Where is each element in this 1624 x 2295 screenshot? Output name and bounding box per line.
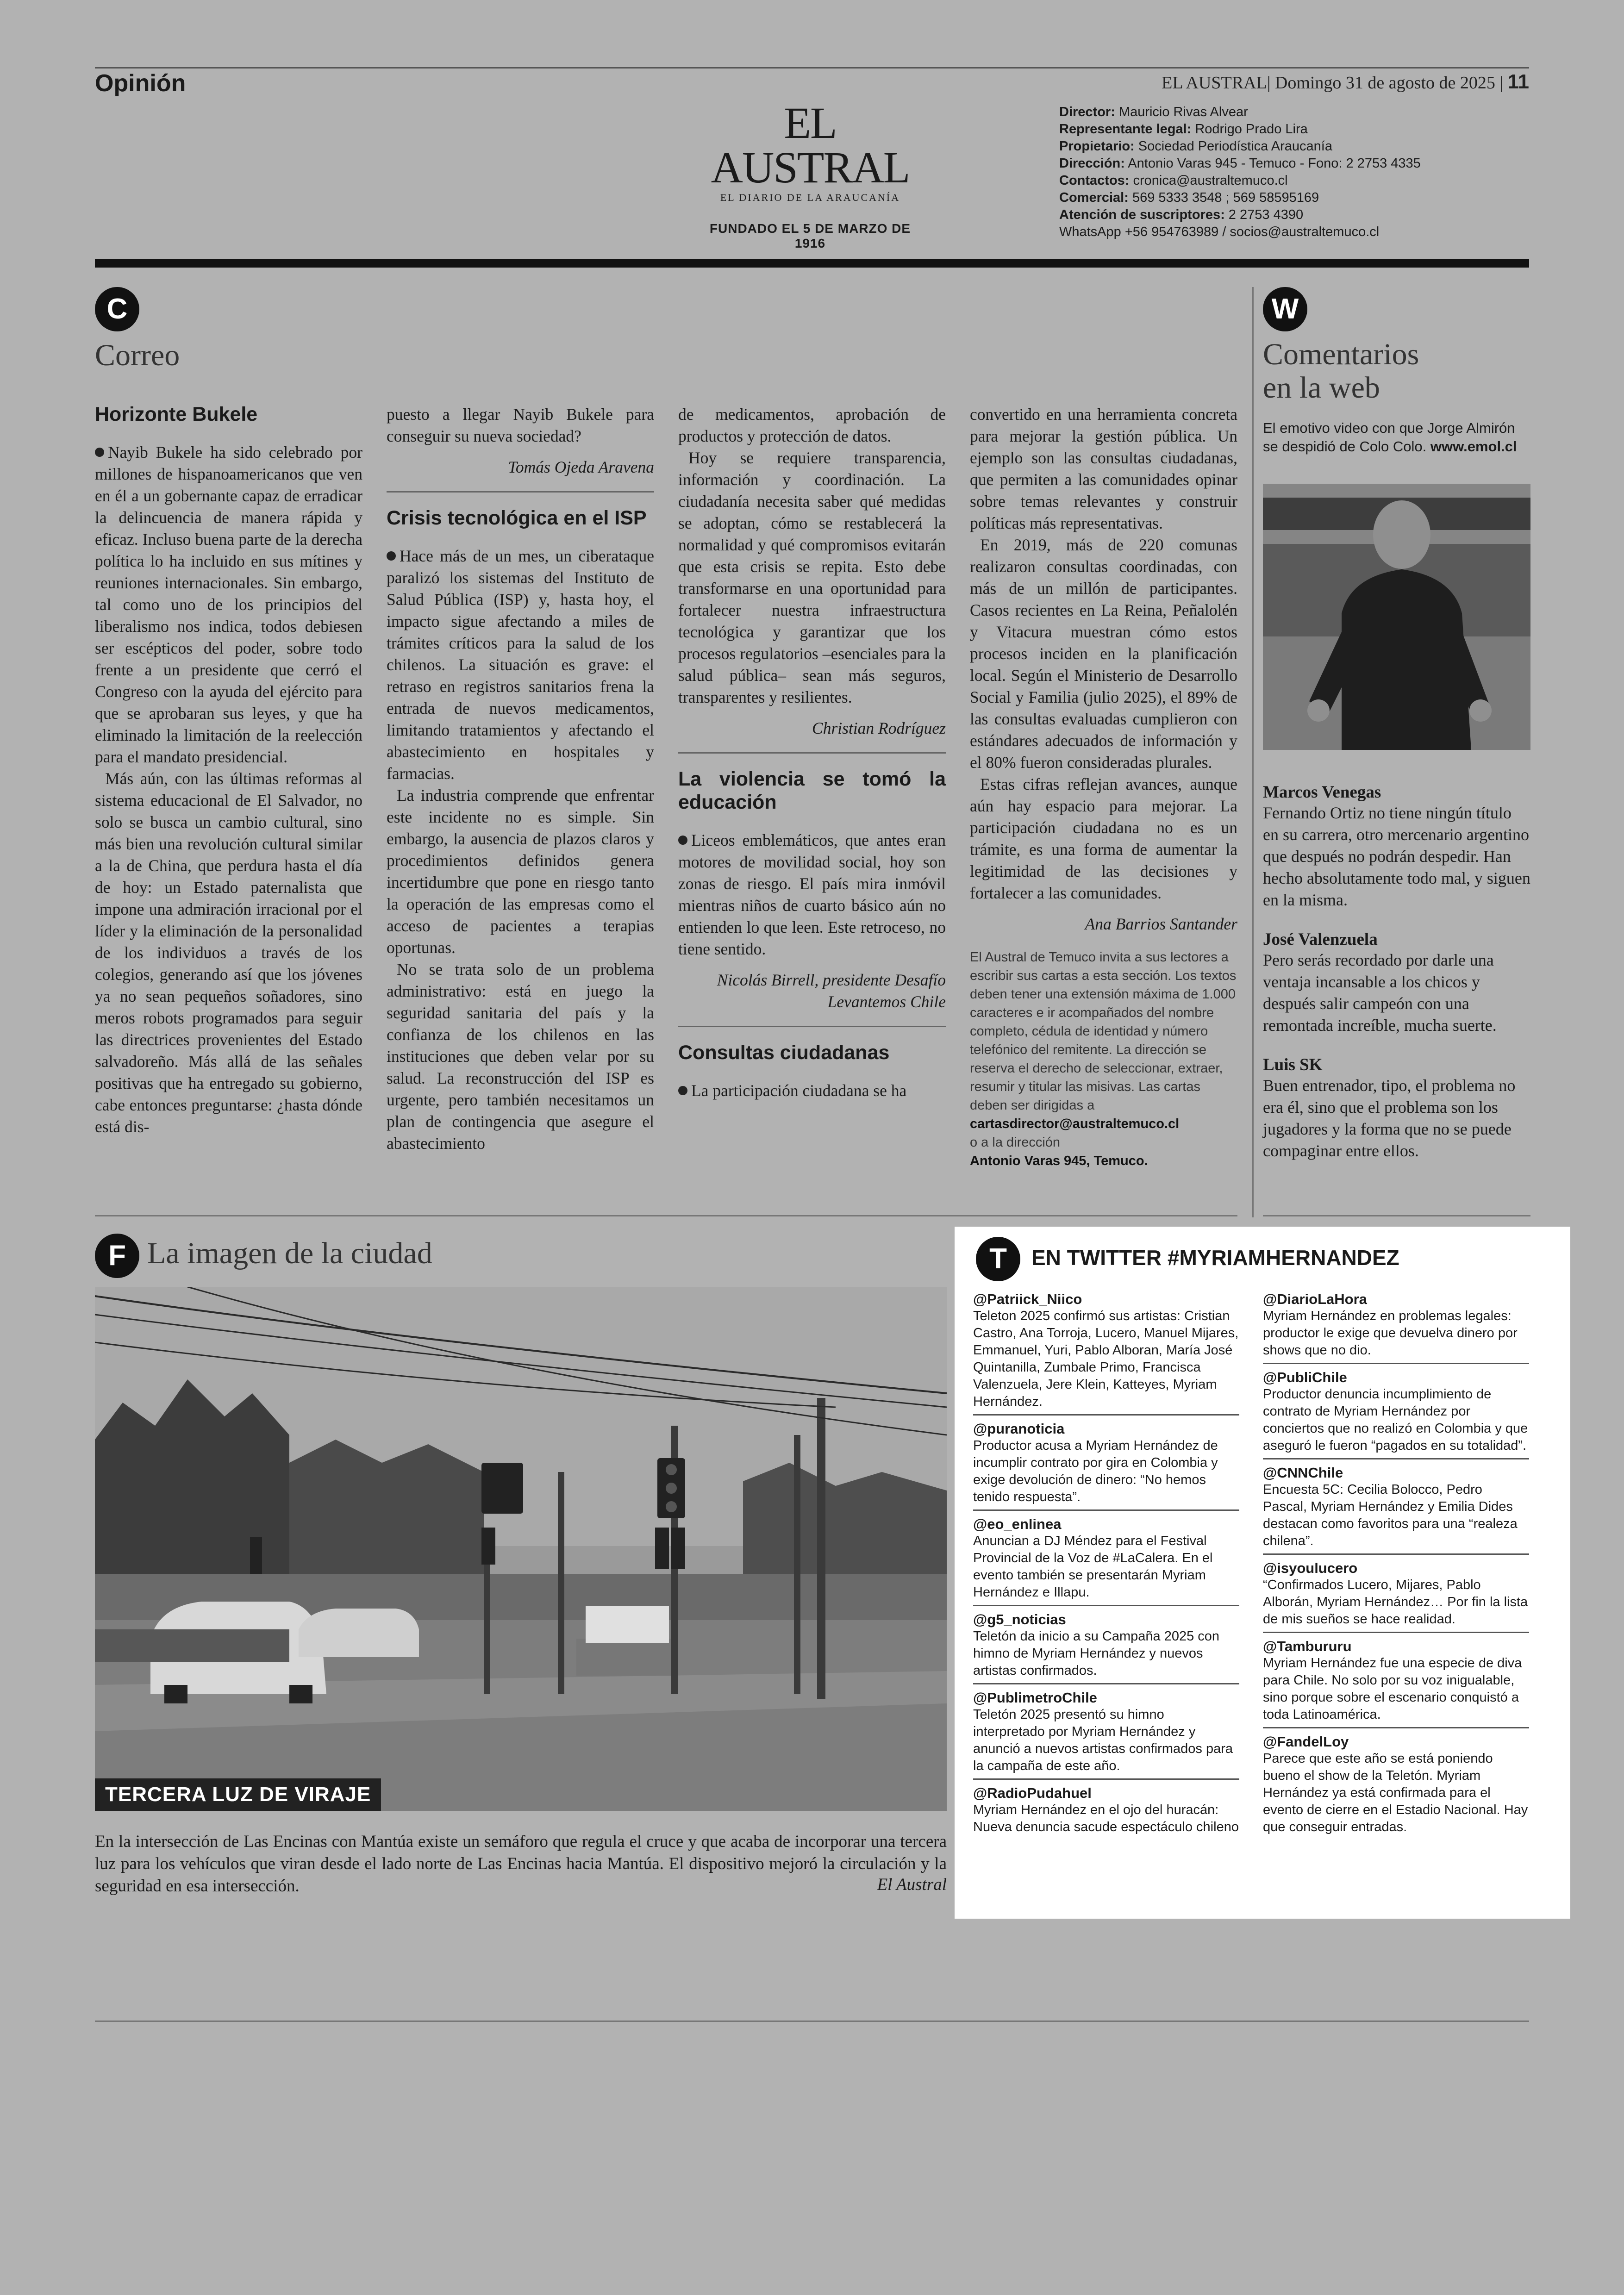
masthead	[694, 98, 926, 251]
web-photo	[1263, 484, 1530, 750]
web-comments	[1263, 419, 1530, 1162]
twitter-title: EN TWITTER #MYRIAMHERNANDEZ	[1031, 1246, 1399, 1270]
column-separator	[1252, 287, 1254, 1217]
staff-line: Director: Mauricio Rivas Alvear	[1059, 105, 1248, 119]
tweet	[1263, 1364, 1529, 1459]
comment-text: Buen entrenador, tipo, el problema no era él, sino que el problema son los jugadores y la forma que no se puede compaginar entre ellos.	[1263, 1076, 1516, 1160]
letter-paragraph: Más aún, con las últimas reformas al sistema educacional de El Salvador, no solo se busca un cambio cultural, sino más bien una revolución cultural similar a la de China, que perdura hasta el día de hoy: un Estado paternalista que impone una admiración irracional por el líder y la eliminación de la personalidad de los individuos a través de los colegios, generando así que los jóvenes ya no sean pequeños soñadores, sino meros robots programados para seguir las directrices provenientes del Estado salvadoreño. Más allá de las señales positivas que ha entregado su gobierno, cabe entonces preguntarse: ¿hasta dónde está dis-	[95, 769, 362, 1136]
dateline	[1162, 70, 1529, 94]
web-bottom-rule	[1263, 1215, 1530, 1216]
letters-column-2	[387, 404, 654, 1154]
tweet-handle[interactable]: @eo_enlinea	[973, 1516, 1062, 1532]
letters-policy-note: El Austral de Temuco invita a sus lectores a escribir sus cartas a esta sección. Los textos deben tener una extensión máxima de 1.000 caracteres e ir acompañados del nombre completo, cédula de identidad y número telefónico del remitente. La dirección se reserva el derecho de seleccionar, extraer, resumir y titular las misivas. Las cartas deben ser dirigidas a cartasdirector@australtemuco.cl o a la dirección Antonio Varas 945, Temuco.	[970, 950, 1237, 1168]
city-photo-tag: TERCERA LUZ DE VIRAJE	[95, 1778, 381, 1811]
twitter-column-left	[973, 1286, 1239, 1840]
staff-line: Representante legal: Rodrigo Prado Lira	[1059, 122, 1308, 137]
commenter-name: Marcos Venegas	[1263, 783, 1381, 802]
correo-title: Correo	[95, 338, 180, 372]
tweet	[1263, 1728, 1529, 1840]
twitter-badge: T	[976, 1237, 1020, 1281]
tweet-text: Teletón 2025 presentó su himno interpretado por Myriam Hernández y anunció a nuevos artistas confirmados para la campaña de este año.	[973, 1707, 1233, 1773]
web-title: Comentarios en la web	[1263, 337, 1419, 405]
masthead-logo: EL AUSTRAL	[711, 98, 910, 192]
letter-paragraph: Estas cifras reflejan avances, aunque aún hay espacio para mejorar. La participación ciudadana no es un trámite, es una forma de aumentar la legitimidad de las decisiones y fortalecer a las comunidades.	[970, 775, 1237, 902]
tweet	[1263, 1633, 1529, 1728]
tweet-handle[interactable]: @Tambururu	[1263, 1638, 1352, 1654]
city-caption: En la intersección de Las Encinas con Mantúa existe un semáforo que regula el cruce y que acaba de incorporar una tercera luz para los vehículos que viran desde el lado norte de Las Encinas hacia Mantúa. El dispositivo mejoró la circulación y la seguridad en esa intersección.	[95, 1832, 947, 1896]
tweet-text: Myriam Hernández en el ojo del huracán: Nueva denuncia sacude espectáculo chileno	[973, 1802, 1239, 1834]
letter-paragraph: Hoy se requiere transparencia, información y coordinación. La ciudadanía necesita saber qué medidas se adoptan, cómo se restablecerá la normalidad y qué compromisos evitarán que esta crisis se repita. Esto debe transformarse en una oportunidad para fortalecer nuestra infraestructura tecnológica y garantizar que los procesos regulatorios –esenciales para la salud pública– sean más seguros, transparentes y resilientes.	[678, 449, 946, 706]
letter-signature: Nicolás Birrell, presidente Desafío Levantemos Chile	[717, 971, 946, 1011]
tweet	[973, 1684, 1239, 1780]
letters-email[interactable]: cartasdirector@australtemuco.cl	[970, 1116, 1180, 1131]
tweet	[973, 1416, 1239, 1511]
letter-heading: La violencia se tomó la educación	[678, 768, 946, 813]
letter-heading: Crisis tecnológica en el ISP	[387, 507, 647, 529]
tweet	[1263, 1286, 1529, 1364]
staff-line: WhatsApp +56 954763989 / socios@australtemuco.cl	[1059, 225, 1380, 239]
letter-heading: Horizonte Bukele	[95, 403, 258, 425]
tweet-text: Productor denuncia incumplimiento de contrato de Myriam Hernández por conciertos que no realizó en Colombia y que aseguró le fueron “pagados en su totalidad”.	[1263, 1387, 1528, 1453]
bullet-icon	[95, 448, 104, 457]
web-badge: W	[1263, 287, 1307, 331]
staff-line: Contactos: cronica@australtemuco.cl	[1059, 173, 1288, 188]
comment-text: Fernando Ortiz no tiene ningún título en su carrera, otro mercenario argentino que después no podrán despedir. Han hecho absolutamente todo mal, y siguen en la misma.	[1263, 804, 1530, 909]
tweet	[1263, 1555, 1529, 1633]
footer-rule	[95, 2021, 1529, 2022]
correo-badge: C	[95, 287, 139, 331]
tweet-text: Encuesta 5C: Cecilia Bolocco, Pedro Pascal, Myriam Hernández y Emilia Dides destacan como favoritos para una “realeza chilena”.	[1263, 1482, 1518, 1548]
top-rule	[95, 67, 1529, 69]
tweet-handle[interactable]: @RadioPudahuel	[973, 1785, 1092, 1801]
letter-paragraph: La participación ciudadana se ha	[678, 1080, 946, 1102]
letter-divider	[678, 752, 946, 754]
section-name: Opinión	[95, 70, 186, 97]
bullet-icon	[387, 551, 396, 561]
city-photo-image	[95, 1287, 947, 1811]
tweet	[973, 1511, 1239, 1606]
commenter-name: José Valenzuela	[1263, 930, 1378, 949]
city-title: La imagen de la ciudad	[147, 1236, 432, 1270]
commenter-name: Luis SK	[1263, 1055, 1323, 1074]
letter-heading: Consultas ciudadanas	[678, 1041, 890, 1064]
staff-line: Propietario: Sociedad Periodística Araucanía	[1059, 139, 1332, 154]
letter-paragraph: La industria comprende que enfrentar este incidente no es simple. Sin embargo, la ausencia de plazos claros y procedimientos definidos genera incertidumbre que pone en riesgo tanto la operación de las empresas como el acceso de pacientes a terapias oportunas.	[387, 786, 654, 957]
comment-text: Pero serás recordado por darle una ventaja incansable a los chicos y después salir campeón con una remontada increíble, mucha suerte.	[1263, 951, 1497, 1035]
masthead-tagline: EL DIARIO DE LA ARAUCANÍA	[720, 192, 900, 203]
letters-column-1	[95, 403, 362, 1138]
staff-line: Dirección: Antonio Varas 945 - Temuco - Fono: 2 2753 4335	[1059, 156, 1421, 171]
tweet	[973, 1606, 1239, 1684]
letter-signature: Ana Barrios Santander	[1085, 915, 1237, 933]
letter-signature: Tomás Ojeda Aravena	[508, 458, 654, 476]
header-thick-rule	[95, 259, 1529, 268]
letters-column-3	[678, 404, 946, 1102]
tweet-handle[interactable]: @DiarioLaHora	[1263, 1291, 1367, 1307]
correo-bottom-rule	[95, 1215, 1237, 1216]
letter-signature: Christian Rodríguez	[812, 719, 946, 737]
staff-box	[1059, 104, 1421, 241]
tweet-text: Anuncian a DJ Méndez para el Festival Provincial de la Voz de #LaCalera. En el evento también se presentarán Myriam Hernández e Illapu.	[973, 1534, 1213, 1600]
tweet-handle[interactable]: @FandelLoy	[1263, 1734, 1349, 1750]
staff-line: Comercial: 569 5333 3548 ; 569 58595169	[1059, 190, 1319, 205]
tweet-handle[interactable]: @PublimetroChile	[973, 1690, 1097, 1706]
tweet-text: Myriam Hernández fue una especie de diva para Chile. No solo por su voz inigualable, sino porque sobre el escenario conquistó a toda Latinoamérica.	[1263, 1656, 1522, 1722]
tweet-text: “Confirmados Lucero, Mijares, Pablo Alborán, Myriam Hernández… Por fin la lista de mis sueños se hace realidad.	[1263, 1578, 1528, 1627]
tweet	[1263, 1459, 1529, 1555]
twitter-column-right	[1263, 1286, 1529, 1840]
dateline-paper: EL AUSTRAL	[1162, 73, 1267, 93]
tweet	[973, 1286, 1239, 1416]
letter-paragraph: Liceos emblemáticos, que antes eran motores de movilidad social, hoy son zonas de riesgo. El país mira inmóvil mientras niños de cuarto básico aún no entienden lo que leen. Este retroceso, no tiene sentido.	[678, 831, 946, 958]
letter-paragraph: de medicamentos, aprobación de productos y protección de datos.	[678, 405, 946, 445]
tweet-handle[interactable]: @isyoulucero	[1263, 1560, 1358, 1576]
tweet-text: Parece que este año se está poniendo bueno el show de la Teletón. Myriam Hernández ya está confirmada para el evento de cierre en el Estadio Nacional. Hay que conseguir entradas.	[1263, 1751, 1528, 1834]
tweet-text: Teletón da inicio a su Campaña 2025 con himno de Myriam Hernández y nuevos artistas confirmados.	[973, 1629, 1220, 1678]
city-badge: F	[95, 1234, 139, 1278]
staff-line: Atención de suscriptores: 2 2753 4390	[1059, 207, 1304, 222]
page-number: 11	[1507, 70, 1529, 93]
letters-address: Antonio Varas 945, Temuco.	[970, 1154, 1148, 1168]
dateline-date: | Domingo 31 de agosto de 2025 |	[1267, 73, 1503, 93]
bullet-icon	[678, 1086, 687, 1095]
web-intro: El emotivo video con que Jorge Almirón se despidió de Colo Colo. www.emol.cl	[1263, 420, 1517, 455]
letter-paragraph: No se trata solo de un problema administrativo: está en juego la seguridad sanitaria del país y la confianza de los chilenos en las instituciones que deben velar por su salud. La reconstrucción del ISP es urgente, pero también necesitamos un plan de contingencia que asegure el abastecimiento	[387, 960, 654, 1153]
bullet-icon	[678, 836, 687, 845]
letter-divider	[678, 1026, 946, 1027]
masthead-founded: FUNDADO EL 5 DE MARZO DE 1916	[709, 221, 911, 250]
tweet-text: Myriam Hernández en problemas legales: productor le exige que devuelva dinero por shows que no dio.	[1263, 1309, 1518, 1358]
tweet-handle[interactable]: @g5_noticias	[973, 1611, 1066, 1628]
letter-paragraph: Hace más de un mes, un ciberataque paralizó los sistemas del Instituto de Salud Pública (ISP) y, hasta hoy, el impacto sigue afectando a miles de trámites críticos para la salud de los chilenos. La situación es grave: el retraso en registros sanitarios frena la entrada de nuevos medicamentos, limitando tratamientos y afectando el abastecimiento en hospitales y farmacias.	[387, 547, 654, 783]
letter-paragraph: En 2019, más de 220 comunas realizaron consultas coordinadas, con más de un millón de participantes. Casos recientes en La Reina, Peñalolén y Vitacura muestran cómo estos procesos inciden en la planificación local. Según el Ministerio de Desarrollo Social y Familia (julio 2025), el 89% de las consultas evaluadas cumplieron con estándares adecuados de información y el 80% fueron consideradas plurales.	[970, 536, 1237, 772]
web-photo-image	[1263, 484, 1530, 750]
city-photo	[95, 1287, 947, 1811]
tweet-handle[interactable]: @Patriick_Niico	[973, 1291, 1082, 1307]
tweet-handle[interactable]: @puranoticia	[973, 1421, 1065, 1437]
tweet-handle[interactable]: @PubliChile	[1263, 1369, 1347, 1385]
letter-divider	[387, 491, 654, 493]
city-credit: El Austral	[877, 1875, 947, 1894]
tweet-text: Productor acusa a Myriam Hernández de incumplir contrato por gira en Colombia y exige devolución de dinero: “No hemos tenido respuesta”.	[973, 1438, 1218, 1504]
letter-paragraph: Nayib Bukele ha sido celebrado por millones de hispanoamericanos que ven en él a un gobernante capaz de erradicar la delincuencia de manera rápida y eficaz. Incluso buena parte de la derecha política lo ha incluido en sus mítines y reuniones internacionales. Sin embargo, tal como uno de los principios del liberalismo nos indica, todos debiesen ser escépticos del poder, sobre todo frente a un presidente que cerró el Congreso con la ayuda del ejército para que se aprobaran sus leyes, y que ha eliminado la limitación de la reelección para el mandato presidencial.	[95, 443, 362, 766]
tweet	[973, 1780, 1239, 1840]
letters-column-4	[970, 404, 1237, 1170]
tweet-text: Teleton 2025 confirmó sus artistas: Cristian Castro, Ana Torroja, Lucero, Manuel Mijares, Emmanuel, Yuri, Pablo Alboran, María José Quintanilla, Zumbale Primo, Francisca Valenzuela, Jere Klein, Katteyes, Myriam Hernández.	[973, 1309, 1239, 1409]
web-site-link[interactable]: www.emol.cl	[1430, 438, 1517, 455]
letter-paragraph: puesto a llegar Nayib Bukele para conseguir su nueva sociedad?	[387, 405, 654, 445]
letter-paragraph: convertido en una herramienta concreta para mejorar la gestión pública. Un ejemplo son las consultas ciudadanas, que permiten a las comunidades opinar sobre temas relevantes y construir políticas más representativas.	[970, 405, 1237, 532]
tweet-handle[interactable]: @CNNChile	[1263, 1465, 1343, 1481]
